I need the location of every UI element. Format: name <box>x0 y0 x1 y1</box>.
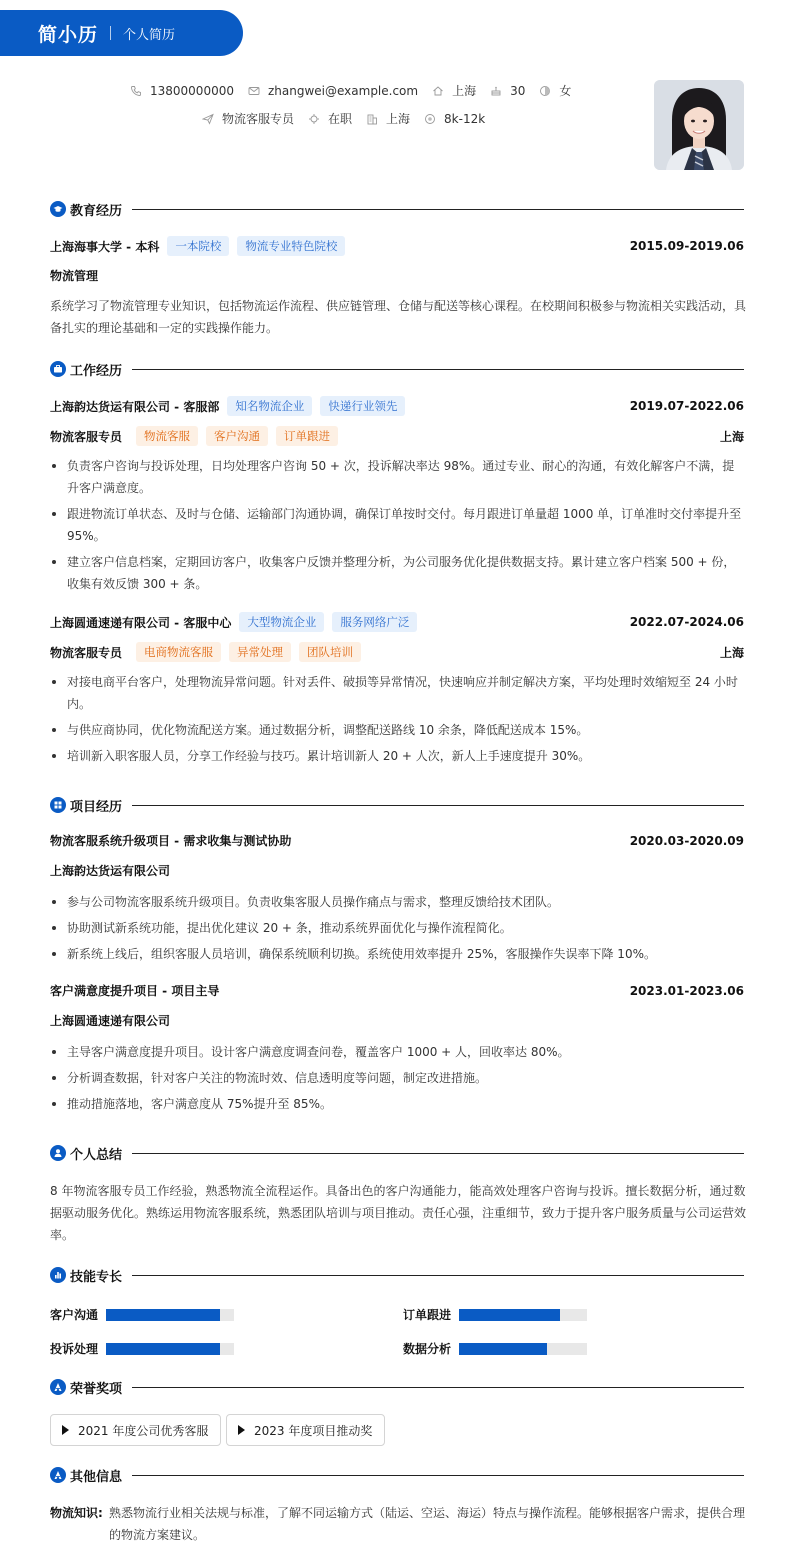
work-role-row <box>50 642 744 662</box>
phone-icon <box>130 85 142 97</box>
section-awards-title <box>50 1377 744 1397</box>
other-info-row <box>50 1502 746 1546</box>
project-title: 客户满意度提升项目 - 项目主导 <box>50 984 220 998</box>
target-city-text: 上海 <box>386 112 411 126</box>
work-location: 上海 <box>719 429 744 444</box>
section-divider <box>132 1475 744 1476</box>
section-other-title <box>50 1465 744 1485</box>
project-header <box>50 982 744 999</box>
section-label: 技能专长 <box>70 1269 123 1285</box>
phone-text: 13800000000 <box>150 83 234 98</box>
award-icon <box>50 1379 66 1395</box>
skill-bar <box>459 1309 587 1321</box>
briefcase-icon <box>50 361 66 377</box>
skill-bar <box>106 1343 234 1355</box>
work-date: 2019.07-2022.06 <box>629 399 744 413</box>
brand-divider <box>110 26 111 40</box>
other-info-key: 物流知识: <box>50 1506 103 1520</box>
education-major-row <box>50 267 744 284</box>
company-tag: 服务网络广泛 <box>332 612 417 632</box>
section-divider <box>132 1387 744 1388</box>
section-label: 个人总结 <box>70 1147 123 1163</box>
major-name: 物流管理 <box>50 269 99 283</box>
education-date: 2015.09-2019.06 <box>629 239 744 253</box>
work-date: 2022.07-2024.06 <box>629 615 744 629</box>
section-label: 荣誉奖项 <box>70 1381 123 1397</box>
gender-icon <box>539 85 551 97</box>
cake-icon <box>490 85 502 97</box>
grid-icon <box>50 797 66 813</box>
award-icon <box>50 1467 66 1483</box>
work-header <box>50 612 744 632</box>
home-icon <box>432 85 444 97</box>
contact-gender <box>539 82 571 99</box>
skill-item <box>403 1340 587 1357</box>
project-company: 上海韵达货运有限公司 <box>50 864 171 878</box>
skill-bar-fill <box>459 1343 547 1355</box>
list-item: 对接电商平台客户，处理物流异常问题。针对丢件、破损等异常情况，快速响应并制定解决方案，平均处理时效缩短至 24 小时内。 <box>50 671 746 715</box>
work-bullets <box>50 671 746 771</box>
skill-bar <box>459 1343 587 1355</box>
list-item: 推动措施落地，客户满意度从 75%提升至 85%。 <box>50 1093 746 1115</box>
email-text: zhangwei@example.com <box>267 83 419 98</box>
role-tag: 物流客服 <box>136 426 198 446</box>
city-text: 上海 <box>452 84 477 98</box>
bar-chart-icon <box>50 1267 66 1283</box>
skill-item <box>50 1340 234 1357</box>
skill-bar <box>106 1309 234 1321</box>
award-badge <box>226 1414 385 1446</box>
company-tag: 快递行业领先 <box>320 396 405 416</box>
list-item: 培训新入职客服人员，分享工作经验与技巧。累计培训新人 20 + 人次，新人上手速度提升 30%。 <box>50 745 746 767</box>
section-divider <box>132 1275 744 1276</box>
list-item: 与供应商协同，优化物流配送方案。通过数据分析，调整配送路线 10 余条，降低配送成本 15%。 <box>50 719 746 741</box>
project-company-row <box>50 862 744 879</box>
avatar <box>654 80 744 170</box>
skill-name: 客户沟通 <box>50 1308 99 1322</box>
play-icon <box>62 1425 69 1435</box>
project-header <box>50 832 744 849</box>
section-work-title <box>50 359 744 379</box>
contact-row-2 <box>202 110 499 127</box>
company-name: 上海韵达货运有限公司 - 客服部 <box>50 399 220 414</box>
company-tag: 大型物流企业 <box>239 612 324 632</box>
contact-salary <box>424 112 485 126</box>
contact-target-city <box>366 110 410 127</box>
company-name: 上海圆通速递有限公司 - 客服中心 <box>50 615 232 630</box>
user-icon <box>50 1145 66 1161</box>
education-description: 系统学习了物流管理专业知识，包括物流运作流程、供应链管理、仓储与配送等核心课程。在校期间积极参与物流相关实践活动，具备扎实的理论基础和一定的实践操作能力。 <box>50 299 747 335</box>
graduation-cap-icon <box>50 201 66 217</box>
award-badge <box>50 1414 221 1446</box>
section-summary-title <box>50 1143 744 1163</box>
brand-banner <box>0 10 243 56</box>
skill-item <box>50 1306 234 1323</box>
status-icon <box>308 113 320 125</box>
project-date: 2023.01-2023.06 <box>629 983 744 998</box>
section-skills-title <box>50 1265 744 1285</box>
list-item: 建立客户信息档案，定期回访客户，收集客户反馈并整理分析，为公司服务优化提供数据支持。累计建立客户档案 500 + 份，收集有效反馈 300 + 条。 <box>50 551 746 595</box>
summary-text: 8 年物流客服专员工作经验，熟悉物流全流程运作。具备出色的客户沟通能力，能高效处理客户咨询与投诉。擅长数据分析，通过数据驱动服务优化。熟练运用物流客服系统，熟悉团队培训与项目推动。责任心强，注重细节，致力于提升客户服务质量与公司运营效率。 <box>50 1184 747 1242</box>
skill-name: 投诉处理 <box>50 1342 99 1356</box>
company-tag: 知名物流企业 <box>227 396 312 416</box>
work-role-row <box>50 426 744 446</box>
work-header <box>50 396 744 416</box>
contact-phone <box>130 84 234 98</box>
role-name: 物流客服专员 <box>50 645 123 660</box>
section-label: 工作经历 <box>70 363 123 379</box>
skill-name: 数据分析 <box>403 1342 452 1356</box>
project-bullets <box>50 1041 746 1119</box>
send-icon <box>202 113 214 125</box>
education-header <box>50 236 744 256</box>
brand-subtitle: 个人简历 <box>123 27 176 43</box>
project-bullets <box>50 891 746 969</box>
contact-status <box>308 110 352 127</box>
section-projects-title <box>50 795 744 815</box>
list-item: 跟进物流订单状态、及时与仓储、运输部门沟通协调，确保订单按时交付。每月跟进订单量超 1000 单，订单准时交付率提升至 95%。 <box>50 503 746 547</box>
salary-icon <box>424 113 436 125</box>
list-item: 协助测试新系统功能，提出优化建议 20 + 条，推动系统界面优化与操作流程简化。 <box>50 917 746 939</box>
section-divider <box>132 369 744 370</box>
section-education-title <box>50 199 744 219</box>
play-icon <box>238 1425 245 1435</box>
position-text: 物流客服专员 <box>222 112 295 126</box>
school-tag: 物流专业特色院校 <box>237 236 345 256</box>
project-date: 2020.03-2020.09 <box>629 833 744 848</box>
skill-bar-fill <box>459 1309 560 1321</box>
list-item: 参与公司物流客服系统升级项目。负责收集客服人员操作痛点与需求，整理反馈给技术团队。 <box>50 891 746 913</box>
contact-row-1 <box>130 82 585 99</box>
skill-item <box>403 1306 587 1323</box>
list-item: 分析调查数据，针对客户关注的物流时效、信息透明度等问题，制定改进措施。 <box>50 1067 746 1089</box>
award-text: 2023 年度项目推动奖 <box>254 1423 373 1438</box>
contact-city <box>432 82 476 99</box>
skill-bar-fill <box>106 1309 220 1321</box>
project-title: 物流客服系统升级项目 - 需求收集与测试协助 <box>50 834 292 848</box>
role-tag: 团队培训 <box>299 642 361 662</box>
section-divider <box>132 1153 744 1154</box>
mail-icon <box>248 85 260 97</box>
salary-text: 8k-12k <box>444 111 486 126</box>
list-item: 负责客户咨询与投诉处理，日均处理客户咨询 50 + 次，投诉解决率达 98%。通过专业、耐心的沟通，有效化解客户不满，提升客户满意度。 <box>50 455 746 499</box>
role-tag: 订单跟进 <box>276 426 338 446</box>
skill-bar-fill <box>106 1343 220 1355</box>
contact-age <box>490 84 525 98</box>
skill-name: 订单跟进 <box>403 1308 452 1322</box>
building-icon <box>366 113 378 125</box>
contact-position <box>202 110 294 127</box>
role-name: 物流客服专员 <box>50 429 123 444</box>
project-company-row <box>50 1012 744 1029</box>
section-divider <box>132 209 744 210</box>
project-company: 上海圆通速递有限公司 <box>50 1014 171 1028</box>
brand-name: 简小历 <box>38 23 99 46</box>
role-tag: 异常处理 <box>229 642 291 662</box>
section-label: 教育经历 <box>70 203 123 219</box>
section-label: 项目经历 <box>70 799 123 815</box>
work-location: 上海 <box>719 645 744 660</box>
school-name: 上海海事大学 - 本科 <box>50 239 160 254</box>
contact-email <box>248 84 418 98</box>
role-tag: 客户沟通 <box>206 426 268 446</box>
status-text: 在职 <box>328 112 353 126</box>
list-item: 主导客户满意度提升项目。设计客户满意度调查问卷，覆盖客户 1000 + 人，回收率达 80%。 <box>50 1041 746 1063</box>
age-text: 30 <box>510 83 526 98</box>
work-bullets <box>50 455 746 599</box>
section-label: 其他信息 <box>70 1469 123 1485</box>
award-text: 2021 年度公司优秀客服 <box>78 1423 209 1438</box>
gender-text: 女 <box>559 84 572 98</box>
role-tag: 电商物流客服 <box>136 642 221 662</box>
school-tag: 一本院校 <box>167 236 229 256</box>
other-info-value: 熟悉物流行业相关法规与标准，了解不同运输方式（陆运、空运、海运）特点与操作流程。能够根据客户需求，提供合理的物流方案建议。 <box>109 1506 746 1542</box>
section-divider <box>132 805 744 806</box>
list-item: 新系统上线后，组织客服人员培训，确保系统顺利切换。系统使用效率提升 25%，客服操作失误率下降 10%。 <box>50 943 746 965</box>
